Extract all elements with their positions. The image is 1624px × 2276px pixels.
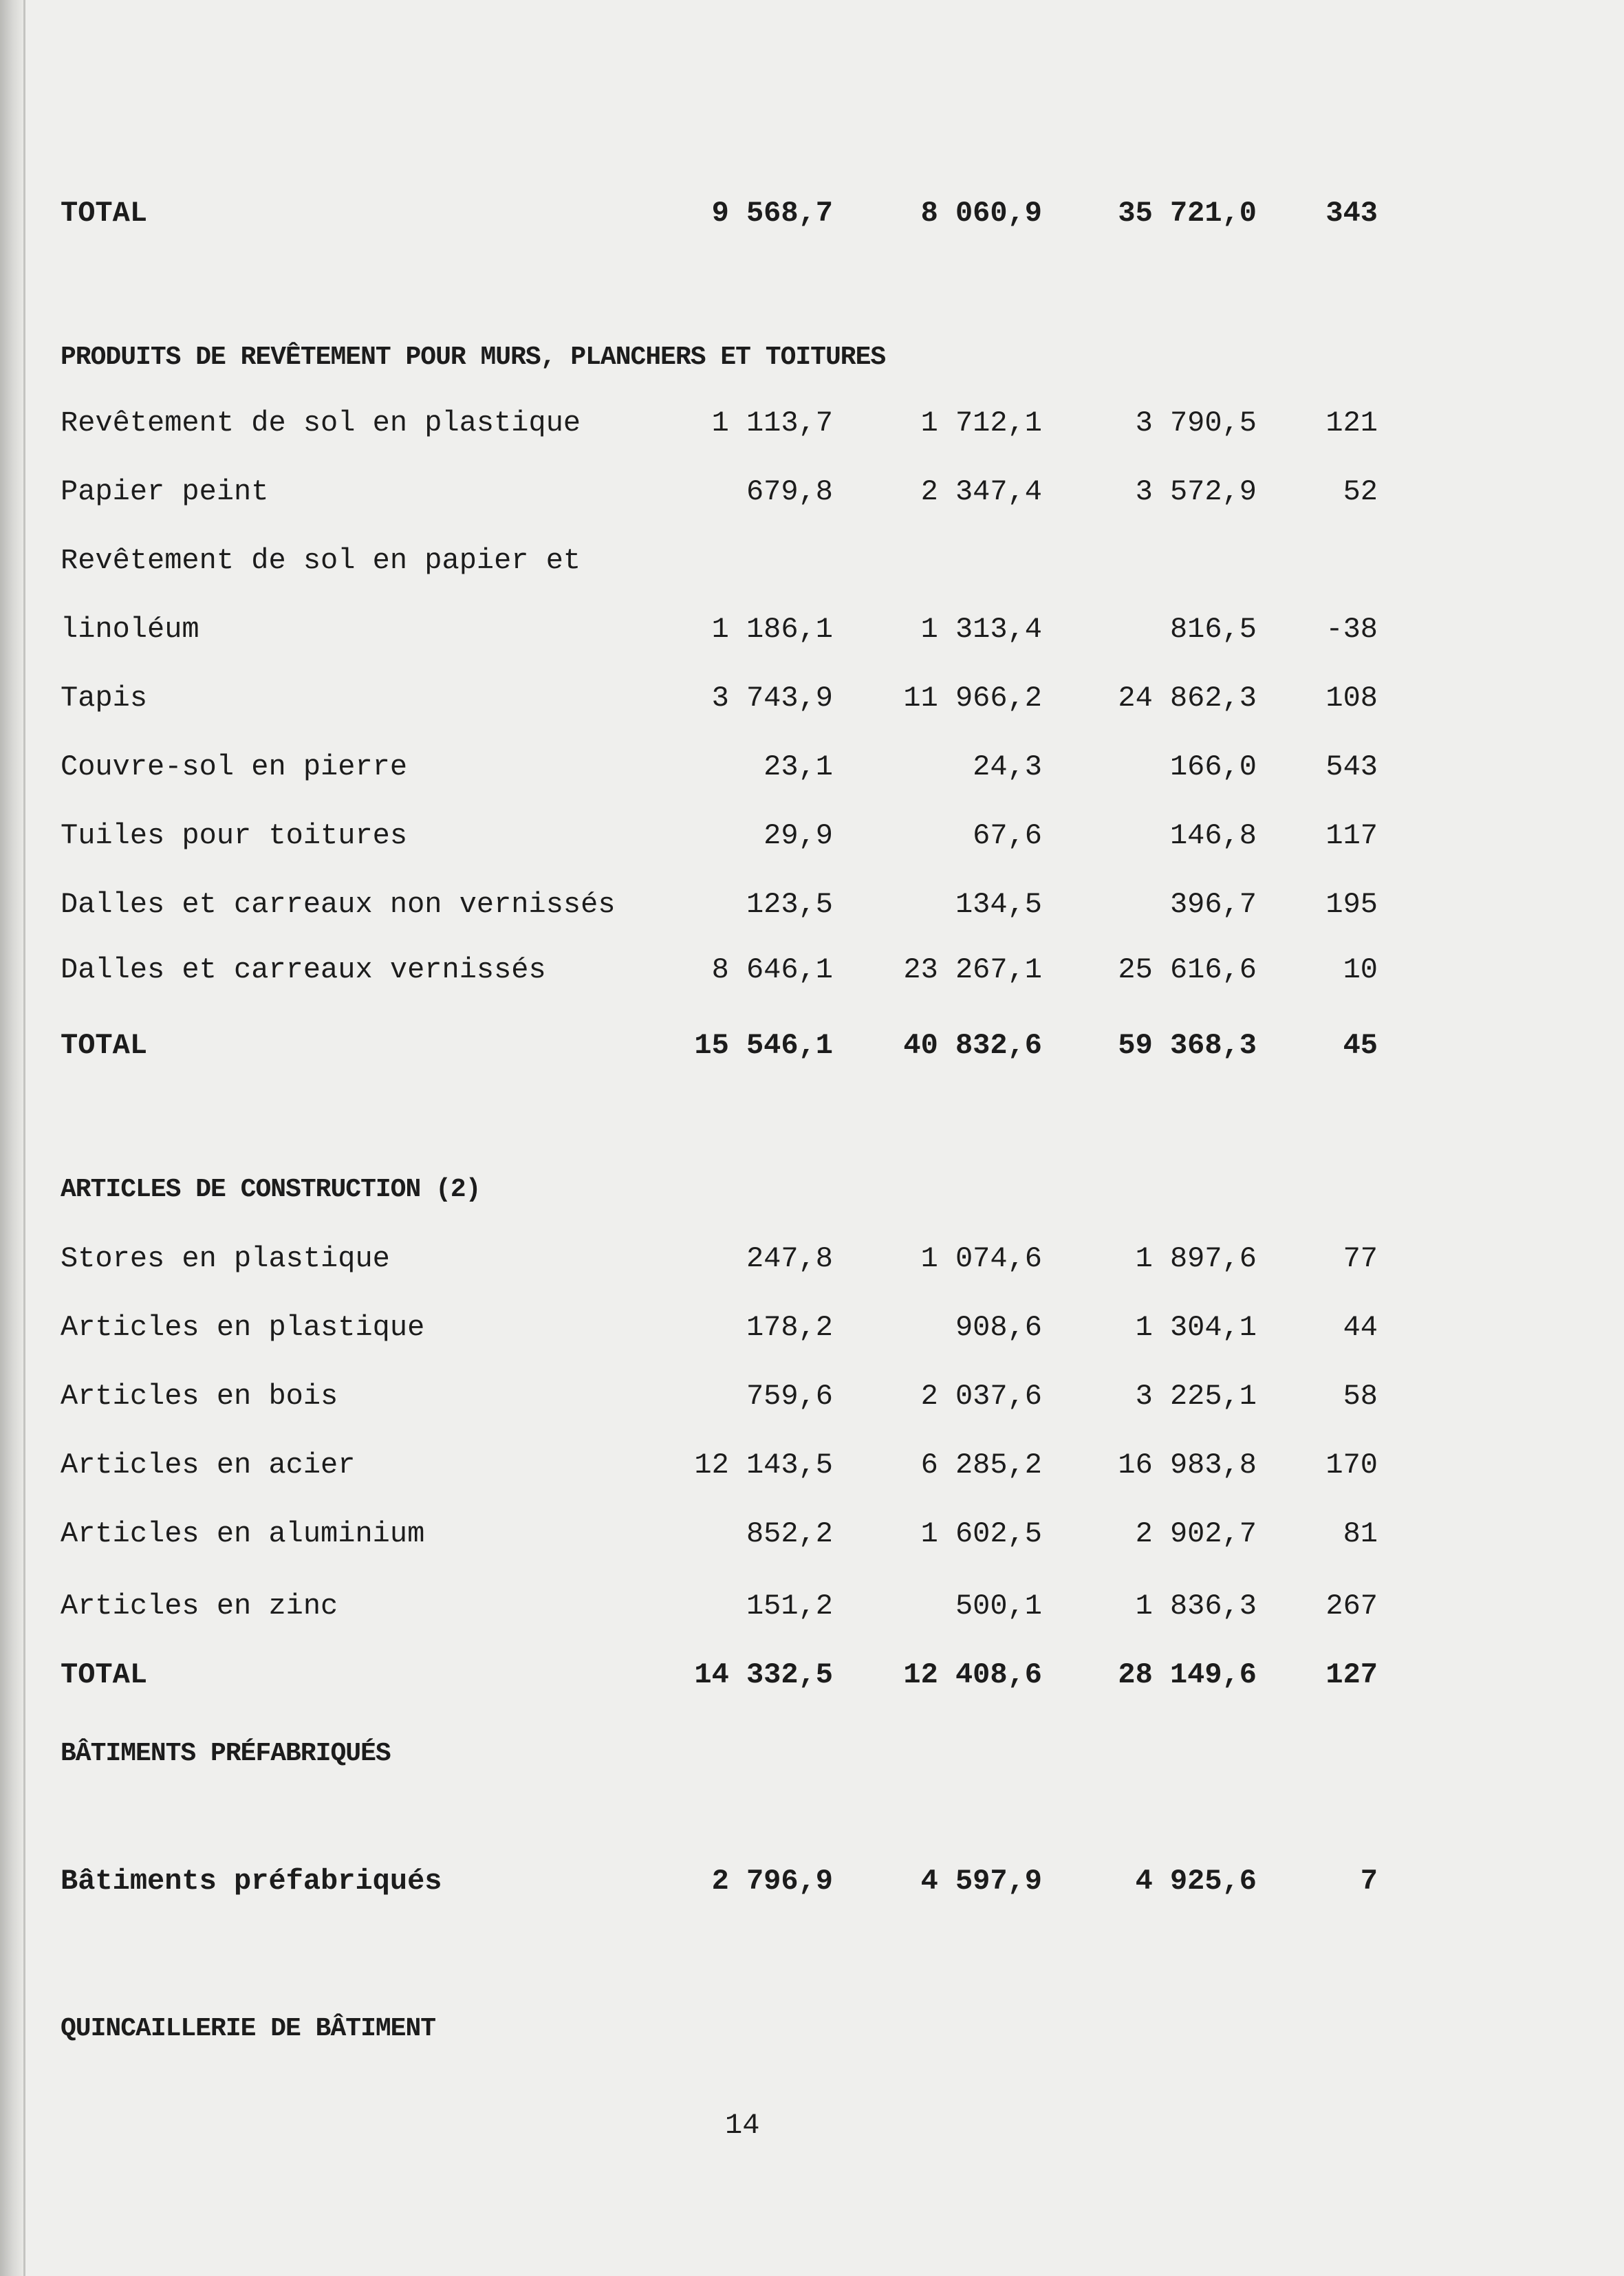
value-cell-col4: 81 — [1343, 1517, 1378, 1550]
row-label: TOTAL — [61, 1658, 148, 1691]
row-label: Tapis — [61, 682, 148, 715]
row-label: Stores en plastique — [61, 1242, 390, 1275]
section-heading — [0, 1733, 1624, 1775]
value-cell-col2: 8 060,9 — [920, 197, 1042, 230]
value-cell-col2: 1 602,5 — [920, 1517, 1042, 1550]
value-cell-col2: 67,6 — [973, 819, 1042, 852]
value-cell-col1: 123,5 — [746, 888, 833, 921]
value-cell-col3: 816,5 — [1169, 613, 1257, 646]
row-label: Articles en plastique — [61, 1311, 425, 1344]
value-cell-col3: 3 790,5 — [1135, 407, 1257, 440]
value-cell-col4: -38 — [1325, 613, 1378, 646]
table-row — [0, 471, 1624, 512]
value-cell-col4: 127 — [1325, 1658, 1378, 1691]
row-label: Articles en zinc — [61, 1590, 338, 1623]
total-row — [0, 1025, 1624, 1066]
table-row — [0, 884, 1624, 925]
row-label: PRODUITS DE REVÊTEMENT POUR MURS, PLANCHERS ET TOITURES — [61, 343, 886, 372]
value-cell-col2: 134,5 — [955, 888, 1042, 921]
row-label: Articles en acier — [61, 1449, 356, 1482]
value-cell-col4: 121 — [1325, 407, 1378, 440]
value-cell-col1: 23,1 — [764, 750, 833, 783]
row-label: Dalles et carreaux vernissés — [61, 953, 546, 986]
value-cell-col4: 77 — [1343, 1242, 1378, 1275]
value-cell-col2: 11 966,2 — [903, 682, 1042, 715]
value-cell-col3: 2 902,7 — [1135, 1517, 1257, 1550]
row-label: Revêtement de sol en papier et — [61, 544, 581, 577]
value-cell-col3: 16 983,8 — [1118, 1449, 1257, 1482]
value-cell-col3: 1 836,3 — [1135, 1590, 1257, 1623]
value-cell-col2: 23 267,1 — [903, 953, 1042, 986]
value-cell-col2: 1 313,4 — [920, 613, 1042, 646]
value-cell-col2: 24,3 — [973, 750, 1042, 783]
table-row — [0, 402, 1624, 444]
value-cell-col1: 12 143,5 — [694, 1449, 833, 1482]
table-row — [0, 540, 1624, 581]
value-cell-col2: 40 832,6 — [903, 1029, 1042, 1062]
value-cell-col1: 151,2 — [746, 1590, 833, 1623]
value-cell-col1: 3 743,9 — [711, 682, 833, 715]
row-label: Papier peint — [61, 475, 269, 508]
table-row — [0, 1444, 1624, 1486]
value-cell-col3: 59 368,3 — [1118, 1029, 1257, 1062]
value-cell-col3: 4 925,6 — [1135, 1865, 1257, 1898]
value-cell-col2: 4 597,9 — [920, 1865, 1042, 1898]
row-label: Bâtiments préfabriqués — [61, 1865, 442, 1898]
value-cell-col2: 2 347,4 — [920, 475, 1042, 508]
value-cell-col2: 1 712,1 — [920, 407, 1042, 440]
value-cell-col3: 1 897,6 — [1135, 1242, 1257, 1275]
value-cell-col4: 45 — [1343, 1029, 1378, 1062]
table-row — [0, 1376, 1624, 1417]
total-row — [0, 1654, 1624, 1695]
row-label: Articles en aluminium — [61, 1517, 425, 1550]
table-row — [0, 1585, 1624, 1627]
table-row — [0, 1513, 1624, 1554]
section-heading — [0, 337, 1624, 378]
table-row — [0, 1307, 1624, 1348]
value-cell-col4: 52 — [1343, 475, 1378, 508]
value-cell-col4: 117 — [1325, 819, 1378, 852]
value-cell-col2: 1 074,6 — [920, 1242, 1042, 1275]
row-label: Articles en bois — [61, 1380, 338, 1413]
value-cell-col2: 908,6 — [955, 1311, 1042, 1344]
value-cell-col1: 759,6 — [746, 1380, 833, 1413]
value-cell-col3: 35 721,0 — [1118, 197, 1257, 230]
value-cell-col4: 10 — [1343, 953, 1378, 986]
total-row — [0, 193, 1624, 234]
row-label: BÂTIMENTS PRÉFABRIQUÉS — [61, 1739, 391, 1768]
table-row — [0, 815, 1624, 856]
value-cell-col1: 1 113,7 — [711, 407, 833, 440]
value-cell-col4: 543 — [1325, 750, 1378, 783]
row-label: TOTAL — [61, 197, 148, 230]
value-cell-col2: 2 037,6 — [920, 1380, 1042, 1413]
value-cell-col3: 3 225,1 — [1135, 1380, 1257, 1413]
row-label: Tuiles pour toitures — [61, 819, 408, 852]
value-cell-col2: 500,1 — [955, 1590, 1042, 1623]
page-number: 14 — [725, 2109, 760, 2142]
value-cell-col3: 1 304,1 — [1135, 1311, 1257, 1344]
value-cell-col3: 166,0 — [1169, 750, 1257, 783]
value-cell-col1: 247,8 — [746, 1242, 833, 1275]
value-cell-col1: 9 568,7 — [711, 197, 833, 230]
table-row — [0, 1238, 1624, 1279]
table-row — [0, 949, 1624, 990]
table-row — [0, 609, 1624, 650]
value-cell-col2: 12 408,6 — [903, 1658, 1042, 1691]
row-label: ARTICLES DE CONSTRUCTION (2) — [61, 1175, 481, 1204]
value-cell-col3: 25 616,6 — [1118, 953, 1257, 986]
section-heading — [0, 2008, 1624, 2050]
row-label: Couvre-sol en pierre — [61, 750, 408, 783]
value-cell-col1: 15 546,1 — [694, 1029, 833, 1062]
row-label: linoléum — [61, 613, 199, 646]
value-cell-col3: 24 862,3 — [1118, 682, 1257, 715]
table-row — [0, 678, 1624, 719]
value-cell-col4: 108 — [1325, 682, 1378, 715]
value-cell-col4: 195 — [1325, 888, 1378, 921]
value-cell-col4: 267 — [1325, 1590, 1378, 1623]
total-row — [0, 1861, 1624, 1902]
value-cell-col4: 7 — [1360, 1865, 1378, 1898]
value-cell-col1: 679,8 — [746, 475, 833, 508]
value-cell-col1: 2 796,9 — [711, 1865, 833, 1898]
value-cell-col1: 178,2 — [746, 1311, 833, 1344]
table-row — [0, 746, 1624, 788]
row-label: Revêtement de sol en plastique — [61, 407, 581, 440]
value-cell-col3: 396,7 — [1169, 888, 1257, 921]
value-cell-col1: 29,9 — [764, 819, 833, 852]
value-cell-col1: 14 332,5 — [694, 1658, 833, 1691]
value-cell-col3: 146,8 — [1169, 819, 1257, 852]
row-label: Dalles et carreaux non vernissés — [61, 888, 616, 921]
value-cell-col3: 28 149,6 — [1118, 1658, 1257, 1691]
value-cell-col4: 44 — [1343, 1311, 1378, 1344]
value-cell-col3: 3 572,9 — [1135, 475, 1257, 508]
value-cell-col4: 58 — [1343, 1380, 1378, 1413]
value-cell-col2: 6 285,2 — [920, 1449, 1042, 1482]
value-cell-col1: 852,2 — [746, 1517, 833, 1550]
section-heading — [0, 1169, 1624, 1211]
value-cell-col1: 8 646,1 — [711, 953, 833, 986]
value-cell-col4: 343 — [1325, 197, 1378, 230]
value-cell-col4: 170 — [1325, 1449, 1378, 1482]
value-cell-col1: 1 186,1 — [711, 613, 833, 646]
row-label: QUINCAILLERIE DE BÂTIMENT — [61, 2014, 436, 2044]
row-label: TOTAL — [61, 1029, 148, 1062]
